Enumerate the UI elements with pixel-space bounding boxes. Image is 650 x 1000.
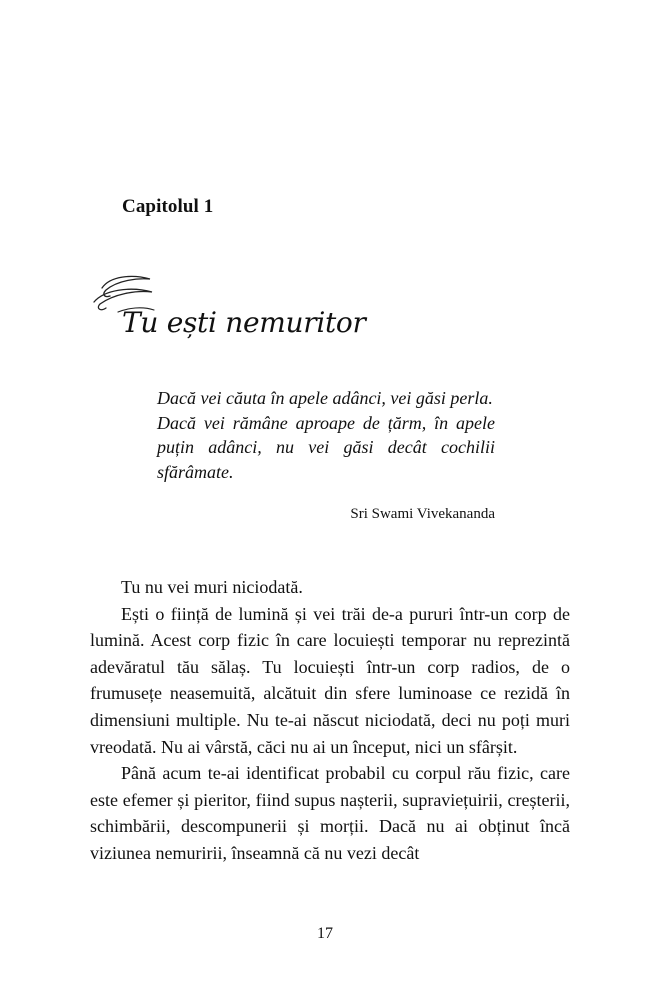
paragraph: Până acum te-ai identificat probabil cu corpul rău fizic, care este efemer și pieritor, fiind supus nașterii, supraviețuirii, creșterii, schimbării, descompunerii și morții. Dacă nu ai obținut încă viziunea nemuririi, înseamnă că nu vezi decât bbox=[90, 763, 570, 863]
epigraph-line: Dacă vei rămâne aproape de țărm, în apele puțin adânci, nu vei găsi decât cochilii sfărâmate. bbox=[157, 412, 495, 482]
page-number: 17 bbox=[317, 925, 333, 942]
chapter-title: Tu ești nemuritor bbox=[122, 306, 366, 339]
chapter-label: Capitolul 1 bbox=[122, 196, 214, 217]
body-text bbox=[90, 574, 570, 867]
epigraph-author: Sri Swami Vivekananda bbox=[350, 506, 495, 522]
paragraph: Ești o ființă de lumină și vei trăi de-a pururi într-un corp de lumină. Acest corp fizic în care locuiești temporar nu reprezintă adevăratul tău sălaș. Tu locuiești într-un corp radios, de o frumusețe neasemuită, alcătuit din sfere luminoase ce rezidă în dimensiuni multiple. Nu te-ai născut niciodată, deci nu poți muri vreodată. Nu ai vârstă, căci nu ai un început, nici un sfârșit. bbox=[90, 603, 570, 757]
chapter-title-block bbox=[88, 268, 388, 348]
epigraph-line: Dacă vei căuta în apele adânci, vei găsi perla. bbox=[157, 388, 493, 408]
epigraph bbox=[157, 386, 495, 484]
paragraph: Tu nu vei muri niciodată. bbox=[121, 577, 303, 597]
